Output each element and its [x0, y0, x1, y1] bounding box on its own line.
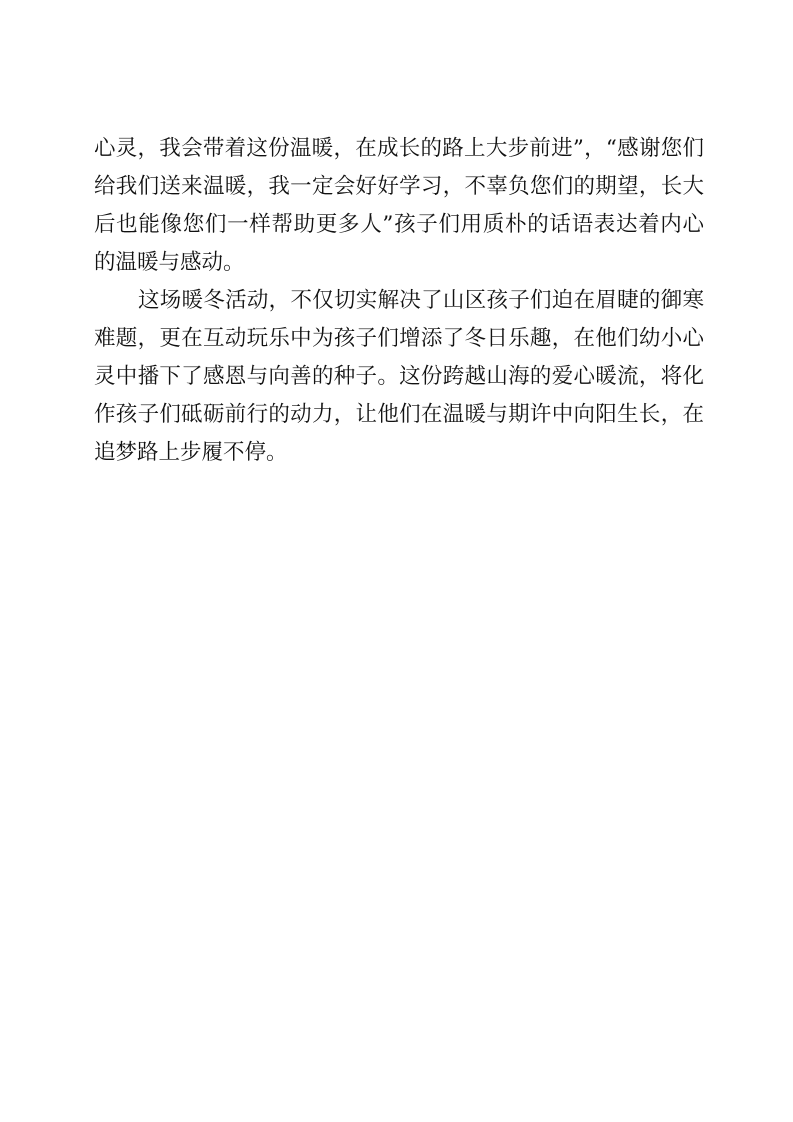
paragraph-line: 后也能像您们一样帮助更多人”孩子们用质朴的话语表达着内心 — [94, 212, 704, 237]
paragraph-2 — [94, 282, 704, 472]
paragraph-line: 追梦路上步履不停。 — [94, 440, 288, 465]
paragraph-1 — [94, 130, 704, 282]
paragraph-line: 难题，更在互动玩乐中为孩子们增添了冬日乐趣，在他们幼小心 — [94, 326, 704, 351]
paragraph-line: 心灵，我会带着这份温暖，在成长的路上大步前进”，“感谢您们 — [94, 136, 704, 161]
paragraph-line: 给我们送来温暖，我一定会好好学习，不辜负您们的期望，长大 — [94, 174, 704, 199]
paragraph-line: 这场暖冬活动，不仅切实解决了山区孩子们迫在眉睫的御寒 — [138, 288, 704, 313]
paragraph-line: 灵中播下了感恩与向善的种子。这份跨越山海的爱心暖流，将化 — [94, 364, 704, 389]
body-text — [94, 130, 704, 472]
paragraph-line: 的温暖与感动。 — [94, 250, 245, 275]
paragraph-line: 作孩子们砥砺前行的动力，让他们在温暖与期许中向阳生长，在 — [94, 402, 704, 427]
